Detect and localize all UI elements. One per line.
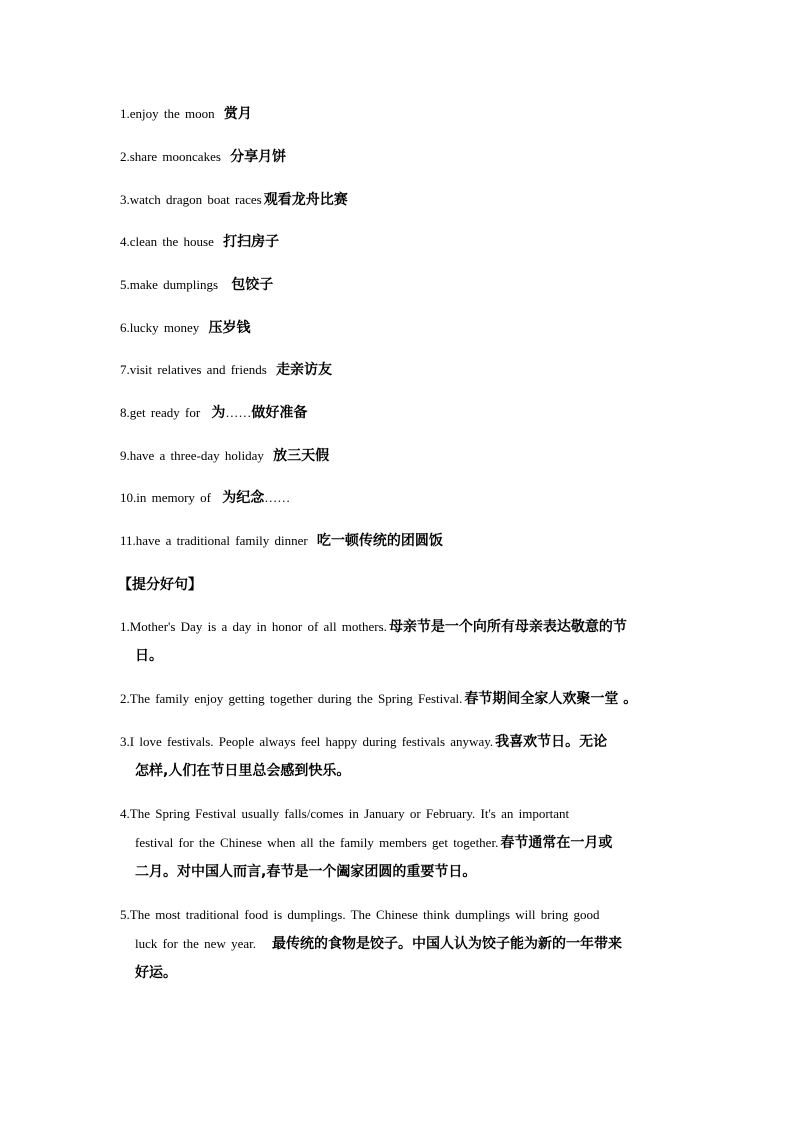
phrase-number: 8. [120, 405, 130, 420]
phrase-english: get ready for [129, 405, 201, 420]
phrase-chinese: 观看龙舟比赛 [263, 192, 348, 208]
sentence-line [120, 612, 690, 641]
sentence-chinese: 二月。对中国人而言,春节是一个阖家团圆的重要节日。 [135, 864, 477, 880]
sentence-line [120, 857, 690, 886]
sentence-english: festival for the Chinese when all the family members get together. [135, 835, 499, 850]
sentence-chinese: 母亲节是一个向所有母亲表达敬意的节 [388, 619, 627, 635]
phrase-english: watch dragon boat races [129, 192, 262, 207]
phrase-chinese: 放三天假 [273, 448, 330, 464]
phrase-english: have a traditional family dinner [135, 533, 308, 548]
phrase-number: 1. [120, 106, 130, 121]
sentence-chinese: 日。 [135, 648, 163, 664]
sentence-item-5 [120, 900, 690, 987]
phrase-number: 4. [120, 234, 130, 249]
phrase-chinese: 为纪念 [222, 490, 265, 506]
sentence-line [120, 756, 690, 785]
phrase-english: visit relatives and friends [129, 362, 267, 377]
phrase-chinese: 吃一顿传统的团圆饭 [316, 533, 443, 549]
sentence-chinese: 怎样,人们在节日里总会感到快乐。 [135, 763, 351, 779]
sentence-line [120, 727, 690, 756]
phrase-english: lucky money [129, 320, 200, 335]
sentence-line [120, 799, 690, 828]
phrase-chinese: 压岁钱 [208, 320, 251, 336]
phrase-item-8 [120, 402, 307, 424]
phrase-english: share mooncakes [129, 149, 221, 164]
phrase-number: 10. [120, 490, 137, 505]
phrase-number: 6. [120, 320, 130, 335]
phrase-item-4 [120, 231, 279, 253]
phrase-number: 11. [120, 533, 136, 548]
phrase-chinese-suffix: 做好准备 [251, 405, 308, 421]
phrase-item-6 [120, 317, 251, 339]
phrase-item-11 [120, 530, 443, 552]
phrase-item-3 [120, 189, 348, 211]
phrase-item-1 [120, 103, 252, 125]
sentence-chinese: 最传统的食物是饺子。中国人认为饺子能为新的一年带来 [271, 936, 622, 952]
phrase-english: have a three-day holiday [129, 448, 264, 463]
phrase-chinese: 为 [211, 405, 226, 421]
sentence-line [120, 684, 690, 713]
phrase-chinese: 赏月 [223, 106, 252, 122]
ellipsis: …… [225, 405, 252, 420]
sentence-english: 5.The most traditional food is dumplings. The Chinese think dumplings will bring good [120, 907, 600, 922]
section-title: 【提分好句】 [118, 577, 202, 593]
sentence-item-2 [120, 684, 690, 713]
sentence-english: 2.The family enjoy getting together during the Spring Festival. [120, 691, 463, 706]
sentence-item-3 [120, 727, 690, 785]
phrase-number: 7. [120, 362, 130, 377]
sentence-english: 3.I love festivals. People always feel happy during festivals anyway. [120, 734, 494, 749]
sentence-item-4 [120, 799, 690, 886]
sentence-chinese: 好运。 [135, 965, 177, 981]
sentence-chinese: 我喜欢节日。无论 [495, 734, 608, 750]
sentence-item-1 [120, 612, 690, 670]
phrase-chinese: 分享月饼 [230, 149, 287, 165]
sentence-chinese: 春节通常在一月或 [500, 835, 613, 851]
phrase-chinese: 包饺子 [231, 277, 274, 293]
sentence-line [120, 900, 690, 929]
phrase-english: in memory of [136, 490, 212, 505]
phrase-item-5 [120, 274, 273, 296]
phrase-number: 5. [120, 277, 130, 292]
sentence-line [120, 929, 690, 958]
phrase-item-9 [120, 445, 329, 467]
phrase-english: clean the house [129, 234, 214, 249]
ellipsis: …… [264, 490, 291, 505]
sentence-english: 1.Mother's Day is a day in honor of all mothers. [120, 619, 387, 634]
phrase-number: 3. [120, 192, 130, 207]
sentence-english: luck for the new year. [135, 936, 256, 951]
phrase-item-7 [120, 359, 332, 381]
phrase-item-2 [120, 146, 286, 168]
phrase-english: enjoy the moon [129, 106, 215, 121]
sentence-line [120, 958, 690, 987]
sentence-english: 4.The Spring Festival usually falls/comes in January or February. It's an important [120, 806, 570, 821]
sentence-line [120, 641, 690, 670]
phrase-chinese: 走亲访友 [276, 362, 333, 378]
sentence-line [120, 828, 690, 857]
phrase-chinese: 打扫房子 [223, 234, 280, 250]
phrase-number: 9. [120, 448, 130, 463]
sentence-chinese: 春节期间全家人欢聚一堂 。 [464, 691, 638, 707]
phrase-item-10 [120, 487, 290, 509]
phrase-english: make dumplings [129, 277, 219, 292]
phrase-number: 2. [120, 149, 130, 164]
